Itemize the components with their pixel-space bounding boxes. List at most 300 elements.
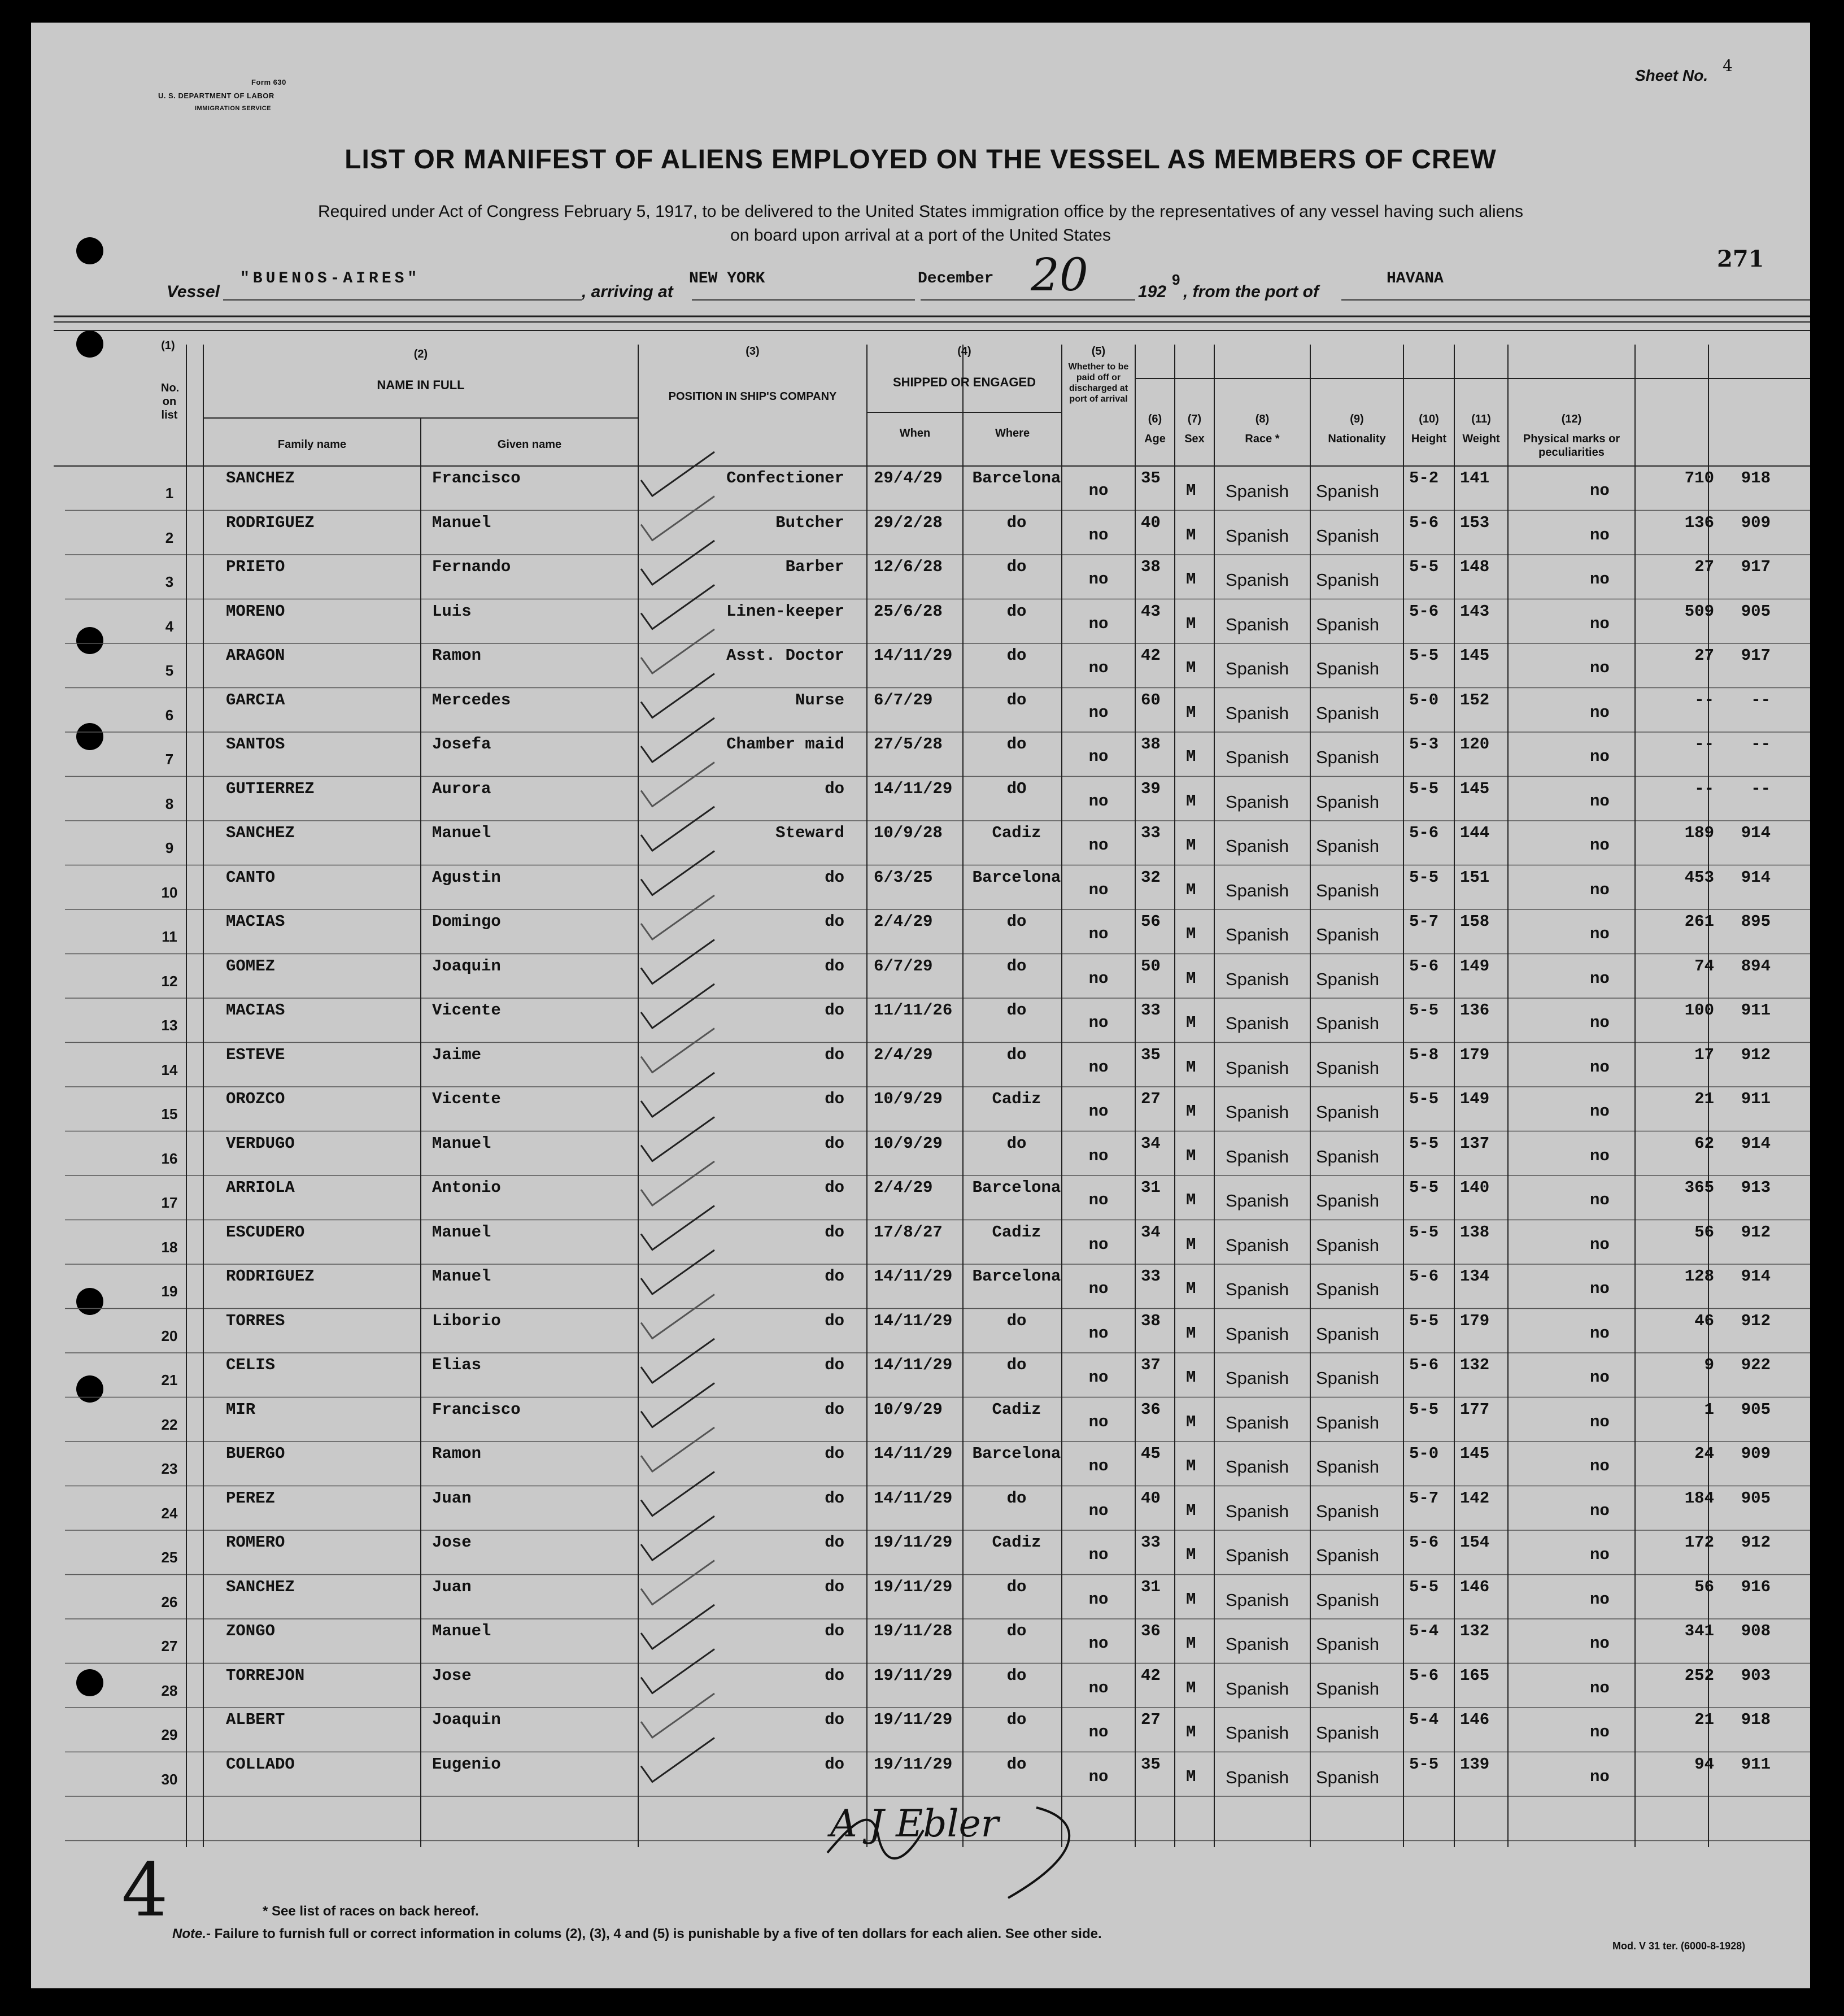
position: do	[825, 912, 844, 931]
position: do	[825, 1001, 844, 1020]
given-name: Manuel	[432, 1222, 491, 1242]
ref-number-1: 100	[1684, 1001, 1714, 1020]
row-number: 17	[161, 1194, 178, 1211]
physical-marks: no	[1590, 570, 1610, 589]
row-number: 9	[165, 839, 174, 856]
paid-off: no	[1088, 1191, 1109, 1209]
paid-off: no	[1088, 1457, 1109, 1475]
vessel-name: "BUENOS-AIRES"	[240, 270, 421, 288]
height: 5-4	[1409, 1710, 1439, 1729]
position: Chamber maid	[726, 735, 844, 754]
height: 5-5	[1409, 1222, 1439, 1242]
race: Spanish	[1226, 1235, 1289, 1255]
shipped-where: Barcelona	[972, 469, 1061, 487]
col-10-number: (10)	[1419, 413, 1439, 425]
race: Spanish	[1226, 1545, 1289, 1565]
check-mark	[641, 497, 714, 541]
race: Spanish	[1226, 925, 1289, 944]
position: do	[825, 1666, 844, 1685]
physical-marks: no	[1590, 1412, 1610, 1431]
sex: M	[1186, 969, 1196, 988]
age: 33	[1141, 1267, 1161, 1286]
given-name: Francisco	[432, 469, 521, 487]
col-4-header: SHIPPED OR ENGAGED	[892, 375, 1036, 389]
paid-off: no	[1088, 880, 1109, 899]
weight: 158	[1460, 912, 1490, 931]
given-name: Manuel	[432, 1622, 491, 1640]
weight: 153	[1460, 513, 1490, 532]
note-label: Note.	[172, 1926, 206, 1941]
check-mark	[641, 940, 714, 984]
ref-number-2: 913	[1741, 1178, 1771, 1197]
family-name: RODRIGUEZ	[226, 1267, 315, 1286]
paid-off: no	[1088, 1678, 1109, 1697]
paid-off: no	[1088, 1146, 1109, 1165]
given-name: Eugenio	[432, 1754, 501, 1774]
row-number: 10	[161, 883, 178, 901]
height: 5-6	[1409, 513, 1439, 532]
row-number: 24	[161, 1504, 178, 1522]
nationality: Spanish	[1316, 1102, 1380, 1122]
nationality: Spanish	[1316, 1590, 1380, 1610]
sheet-number: 4	[1723, 56, 1733, 75]
row-number: 1	[165, 485, 174, 502]
ref-number-1: 21	[1694, 1090, 1714, 1108]
given-name: Manuel	[432, 513, 491, 532]
sex: M	[1186, 1279, 1196, 1298]
col-7-header: Sex	[1184, 433, 1205, 445]
weight: 145	[1460, 646, 1490, 665]
page-stamp: 271	[1717, 246, 1764, 272]
form-modification: Mod. V 31 ter. (6000-8-1928)	[1612, 1940, 1746, 1952]
col-5-header: Whether to be paid off or discharged at port of arrival	[1068, 362, 1129, 404]
physical-marks: no	[1590, 1191, 1610, 1209]
col-1-header: No. on list	[161, 382, 180, 421]
shipped-where: do	[1006, 1134, 1027, 1153]
row-number: 26	[161, 1593, 178, 1610]
age: 36	[1141, 1622, 1161, 1640]
given-name: Manuel	[432, 1134, 491, 1153]
col-12-header: Physical marks or peculiarities	[1523, 433, 1620, 459]
given-name: Luis	[432, 602, 472, 621]
check-mark	[641, 1427, 714, 1471]
family-name: ARRIOLA	[226, 1178, 295, 1197]
weight: 177	[1460, 1400, 1490, 1419]
height: 5-4	[1409, 1622, 1439, 1640]
weight: 136	[1460, 1001, 1490, 1020]
paid-off: no	[1088, 925, 1109, 943]
col-5-number: (5)	[1091, 345, 1106, 358]
col-8-header: Race *	[1245, 433, 1280, 445]
paid-off: no	[1088, 969, 1109, 988]
ref-number-2: 905	[1741, 1488, 1771, 1508]
family-name: ARAGON	[226, 646, 285, 665]
paid-off: no	[1088, 1102, 1109, 1121]
given-name: Juan	[432, 1577, 472, 1596]
family-name: PEREZ	[226, 1488, 276, 1508]
check-mark	[641, 1561, 714, 1605]
shipped-where: Cadiz	[992, 824, 1041, 842]
ref-number-1: 710	[1684, 469, 1714, 487]
weight: 151	[1460, 868, 1490, 887]
race: Spanish	[1226, 1146, 1289, 1166]
height: 5-5	[1409, 1090, 1439, 1108]
physical-marks: no	[1590, 1235, 1610, 1254]
position: do	[825, 1533, 844, 1552]
weight: 120	[1460, 735, 1490, 754]
shipped-when: 14/11/29	[874, 1311, 953, 1330]
paid-off: no	[1088, 1057, 1109, 1077]
weight: 149	[1460, 1090, 1490, 1108]
races-note: * See list of races on back hereof.	[263, 1904, 479, 1919]
nationality: Spanish	[1316, 1723, 1380, 1743]
from-label: , from the port of	[1183, 282, 1319, 301]
check-mark	[641, 585, 714, 629]
sex: M	[1186, 570, 1196, 589]
family-name: SANCHEZ	[226, 469, 295, 487]
family-name: CELIS	[226, 1356, 276, 1374]
shipped-when: 14/11/29	[874, 779, 953, 798]
height: 5-7	[1409, 912, 1439, 931]
inspector-signature: A J Ebler	[830, 1802, 999, 1845]
check-mark	[641, 1516, 714, 1560]
shipped-where: do	[1006, 690, 1027, 709]
shipped-when: 6/7/29	[874, 956, 933, 976]
col-11-header: Weight	[1462, 433, 1500, 445]
position: do	[825, 1045, 844, 1064]
col-10-header: Height	[1411, 433, 1447, 445]
paid-off: no	[1088, 1279, 1109, 1298]
nationality: Spanish	[1316, 1013, 1380, 1033]
row-number: 28	[161, 1682, 178, 1699]
check-mark	[641, 1295, 714, 1339]
physical-marks: no	[1590, 1368, 1610, 1387]
weight: 148	[1460, 558, 1490, 576]
height: 5-6	[1409, 1533, 1439, 1552]
check-mark	[641, 807, 714, 851]
family-name: RODRIGUEZ	[226, 513, 315, 532]
ref-number-2: 918	[1741, 469, 1771, 487]
ref-number-1: 94	[1694, 1754, 1714, 1774]
paid-off: no	[1088, 1634, 1109, 1653]
col-1-number: (1)	[161, 339, 175, 352]
check-mark	[641, 629, 714, 673]
arrival-month: December	[918, 270, 994, 288]
given-name: Joaquin	[432, 956, 501, 976]
shipped-where: Cadiz	[992, 1222, 1041, 1242]
weight: 152	[1460, 690, 1490, 709]
family-name: ALBERT	[226, 1710, 285, 1729]
row-number: 14	[161, 1061, 178, 1078]
sex: M	[1186, 659, 1196, 677]
check-mark	[641, 763, 714, 807]
weight: 140	[1460, 1178, 1490, 1197]
physical-marks: no	[1590, 1102, 1610, 1121]
weight: 138	[1460, 1222, 1490, 1242]
departure-port: HAVANA	[1387, 270, 1444, 288]
race: Spanish	[1226, 1102, 1289, 1122]
nationality: Spanish	[1316, 1545, 1380, 1565]
given-name: Antonio	[432, 1178, 501, 1197]
position: do	[825, 1577, 844, 1596]
paid-off: no	[1088, 836, 1109, 855]
shipped-when: 14/11/29	[874, 1356, 953, 1374]
ref-number-2: 912	[1741, 1533, 1771, 1552]
shipped-when: 14/11/29	[874, 1267, 953, 1286]
race: Spanish	[1226, 1634, 1289, 1654]
check-mark	[641, 1738, 714, 1782]
sex: M	[1186, 703, 1196, 722]
height: 5-7	[1409, 1488, 1439, 1508]
note-text	[172, 1926, 1102, 1942]
age: 35	[1141, 1754, 1161, 1774]
check-mark	[641, 1161, 714, 1205]
page-title: LIST OR MANIFEST OF ALIENS EMPLOYED ON THE VESSEL AS MEMBERS OF CREW	[345, 145, 1497, 175]
row-number: 12	[161, 972, 178, 990]
nationality: Spanish	[1316, 1191, 1380, 1211]
row-number: 15	[161, 1105, 178, 1122]
ref-number-1: 172	[1684, 1533, 1714, 1552]
shipped-when: 29/2/28	[874, 513, 943, 532]
shipped-when: 10/9/28	[874, 824, 943, 842]
nationality: Spanish	[1316, 747, 1380, 767]
sex: M	[1186, 1057, 1196, 1077]
age: 35	[1141, 1045, 1161, 1064]
age: 34	[1141, 1134, 1161, 1153]
check-mark	[641, 541, 714, 585]
age: 32	[1141, 868, 1161, 887]
ref-number-1: 1	[1704, 1400, 1714, 1419]
nationality: Spanish	[1316, 1634, 1380, 1654]
given-name: Jaime	[432, 1045, 482, 1064]
ref-number-2: 917	[1741, 558, 1771, 576]
physical-marks: no	[1590, 703, 1610, 722]
family-name: PRIETO	[226, 558, 285, 576]
shipped-where: do	[1006, 1488, 1027, 1508]
shipped-where: do	[1006, 1754, 1027, 1774]
row-number: 19	[161, 1283, 178, 1300]
paid-off: no	[1088, 1368, 1109, 1387]
nationality: Spanish	[1316, 1368, 1380, 1388]
family-name: MACIAS	[226, 912, 285, 931]
height: 5-5	[1409, 558, 1439, 576]
ref-number-1: 136	[1684, 513, 1714, 532]
ref-number-1: 27	[1694, 558, 1714, 576]
row-number: 27	[161, 1638, 178, 1654]
family-name: GOMEZ	[226, 956, 276, 976]
race: Spanish	[1226, 481, 1289, 501]
check-mark	[641, 1250, 714, 1294]
shipped-where: Barcelona	[972, 1444, 1061, 1463]
given-name: Aurora	[432, 779, 491, 798]
race: Spanish	[1226, 1590, 1289, 1610]
note-body: - Failure to furnish full or correct information in colums (2), (3), 4 and (5) is punishable by a five of ten dollars for each alien. See other side.	[206, 1926, 1102, 1941]
race: Spanish	[1226, 1723, 1289, 1743]
height: 5-2	[1409, 469, 1439, 487]
check-mark	[641, 1649, 714, 1693]
physical-marks: no	[1590, 969, 1610, 988]
weight: 137	[1460, 1134, 1490, 1153]
shipped-where: do	[1006, 646, 1027, 665]
weight: 143	[1460, 602, 1490, 621]
position: Linen-keeper	[726, 602, 844, 621]
weight: 146	[1460, 1577, 1490, 1596]
paid-off: no	[1088, 747, 1109, 766]
family-name: BUERGO	[226, 1444, 285, 1463]
physical-marks: no	[1590, 1279, 1610, 1298]
col-6-number: (6)	[1148, 413, 1162, 425]
ref-number-1: 128	[1684, 1267, 1714, 1286]
ref-number-2: 895	[1741, 912, 1771, 931]
position: do	[825, 1356, 844, 1374]
ref-number-2: 911	[1741, 1754, 1771, 1774]
race: Spanish	[1226, 747, 1289, 767]
family-name: OROZCO	[226, 1090, 285, 1108]
paid-off: no	[1088, 1590, 1109, 1609]
nationality: Spanish	[1316, 614, 1380, 634]
age: 38	[1141, 558, 1161, 576]
ref-number-1: 365	[1684, 1178, 1714, 1197]
col-4-number: (4)	[957, 345, 971, 358]
col-8-number: (8)	[1255, 413, 1270, 425]
age: 38	[1141, 735, 1161, 754]
sex: M	[1186, 1412, 1196, 1431]
given-name: Elias	[432, 1356, 482, 1374]
ref-number-1: 56	[1694, 1222, 1714, 1242]
ref-number-2: 912	[1741, 1311, 1771, 1330]
position: do	[825, 1090, 844, 1108]
weight: 132	[1460, 1356, 1490, 1374]
sex: M	[1186, 614, 1196, 633]
sex: M	[1186, 1590, 1196, 1609]
row-number: 25	[161, 1549, 178, 1566]
col-3-header: POSITION IN SHIP'S COMPANY	[668, 390, 837, 403]
given-name: Agustin	[432, 868, 501, 887]
sex: M	[1186, 925, 1196, 943]
shipped-where: do	[1006, 735, 1027, 754]
check-mark	[641, 718, 714, 762]
weight: 134	[1460, 1267, 1490, 1286]
check-mark	[641, 1117, 714, 1161]
ref-number-2: 903	[1741, 1666, 1771, 1685]
ref-number-1: 252	[1684, 1666, 1714, 1685]
ref-number-2: 894	[1741, 956, 1771, 976]
ref-number-1: 189	[1684, 824, 1714, 842]
signature-flourish	[822, 1785, 1115, 1909]
sheet-label: Sheet No.	[1635, 67, 1708, 84]
given-name: Manuel	[432, 1267, 491, 1286]
nationality: Spanish	[1316, 1235, 1380, 1255]
sex: M	[1186, 525, 1196, 545]
nationality: Spanish	[1316, 1678, 1380, 1699]
sex: M	[1186, 1678, 1196, 1697]
nationality: Spanish	[1316, 1767, 1380, 1787]
ref-number-2: 914	[1741, 1267, 1771, 1286]
weight: 154	[1460, 1533, 1490, 1552]
ref-number-1: 184	[1684, 1488, 1714, 1508]
given-name: Liborio	[432, 1311, 501, 1330]
sex: M	[1186, 1235, 1196, 1254]
shipped-where: do	[1006, 1311, 1027, 1330]
shipped-where: do	[1006, 1577, 1027, 1596]
nationality: Spanish	[1316, 880, 1380, 900]
nationality: Spanish	[1316, 1457, 1380, 1477]
shipped-when: 19/11/29	[874, 1533, 953, 1552]
position: do	[825, 1488, 844, 1508]
ref-number-1: --	[1694, 690, 1714, 709]
given-name: Juan	[432, 1488, 472, 1508]
family-name: MIR	[226, 1400, 256, 1419]
shipped-where: do	[1006, 602, 1027, 621]
position: Confectioner	[726, 469, 844, 487]
age: 31	[1141, 1577, 1161, 1596]
ref-number-1: 46	[1694, 1311, 1714, 1330]
ref-number-2: --	[1751, 779, 1771, 798]
position: do	[825, 1754, 844, 1774]
ref-number-1: 9	[1704, 1356, 1714, 1374]
shipped-when: 14/11/29	[874, 1444, 953, 1463]
arrival-day: 20	[1031, 249, 1088, 301]
age: 31	[1141, 1178, 1161, 1197]
ref-number-2: 914	[1741, 1134, 1771, 1153]
height: 5-5	[1409, 1134, 1439, 1153]
ref-number-1: 341	[1684, 1622, 1714, 1640]
sex: M	[1186, 1767, 1196, 1786]
race: Spanish	[1226, 836, 1289, 856]
col-4a-header: When	[899, 427, 931, 439]
row-number: 7	[165, 751, 174, 768]
ref-number-1: 453	[1684, 868, 1714, 887]
shipped-when: 6/7/29	[874, 690, 933, 709]
family-name: ESTEVE	[226, 1045, 285, 1064]
check-mark	[641, 1339, 714, 1383]
family-name: SANTOS	[226, 735, 285, 754]
height: 5-5	[1409, 646, 1439, 665]
form-number: Form 630	[251, 78, 286, 86]
age: 43	[1141, 602, 1161, 621]
ref-number-2: 905	[1741, 1400, 1771, 1419]
sex: M	[1186, 1457, 1196, 1475]
ref-number-2: 912	[1741, 1222, 1771, 1242]
row-number: 2	[165, 529, 174, 546]
weight: 132	[1460, 1622, 1490, 1640]
ref-number-2: 914	[1741, 868, 1771, 887]
family-name: GUTIERREZ	[226, 779, 315, 798]
shipped-when: 2/4/29	[874, 912, 933, 931]
position: do	[825, 956, 844, 976]
height: 5-0	[1409, 690, 1439, 709]
physical-marks: no	[1590, 1057, 1610, 1077]
vessel-label: Vessel	[167, 282, 220, 301]
weight: 139	[1460, 1754, 1490, 1774]
race: Spanish	[1226, 1057, 1289, 1078]
weight: 149	[1460, 956, 1490, 976]
family-name: TORRES	[226, 1311, 285, 1330]
height: 5-0	[1409, 1444, 1439, 1463]
nationality: Spanish	[1316, 925, 1380, 944]
physical-marks: no	[1590, 1767, 1610, 1786]
check-marks	[31, 23, 1810, 1988]
ref-number-2: 914	[1741, 824, 1771, 842]
shipped-where: do	[1006, 1045, 1027, 1064]
race: Spanish	[1226, 1013, 1289, 1033]
nationality: Spanish	[1316, 1057, 1380, 1078]
col-12-number: (12)	[1561, 413, 1582, 425]
position: Butcher	[775, 513, 844, 532]
row-number: 13	[161, 1017, 178, 1034]
family-name: MORENO	[226, 602, 285, 621]
nationality: Spanish	[1316, 791, 1380, 812]
